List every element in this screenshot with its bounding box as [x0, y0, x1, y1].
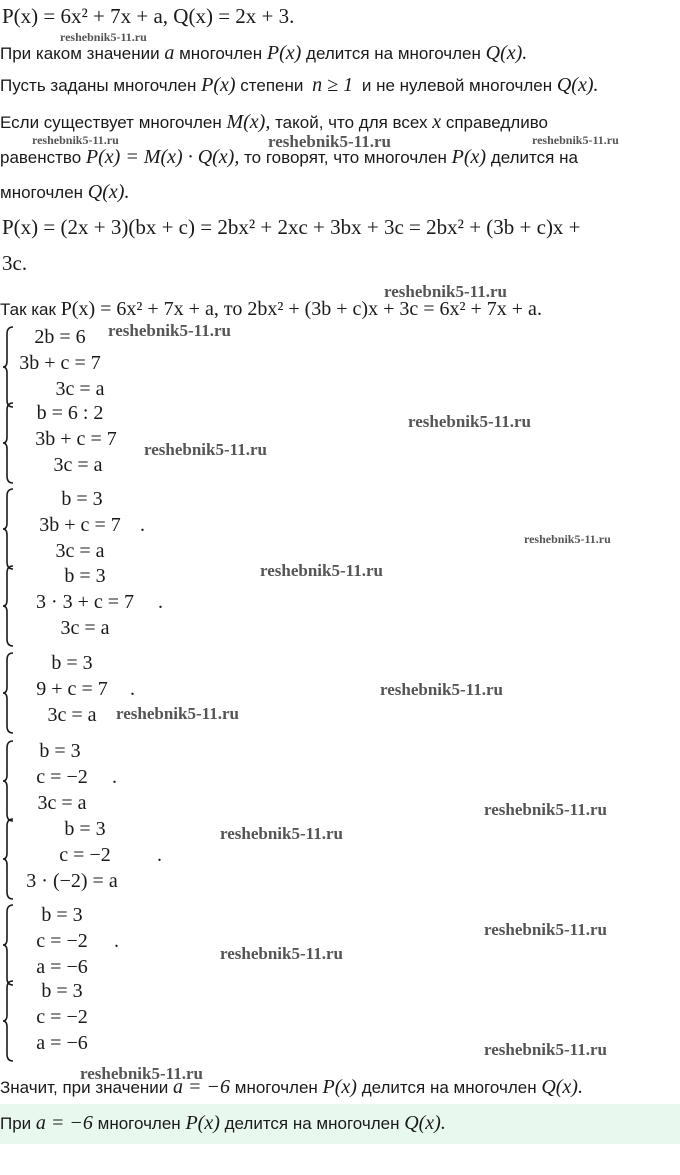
system-equation: b = 3: [39, 740, 81, 762]
system-tail: .: [114, 930, 119, 952]
conclusion-text: Значит, при значении: [0, 1078, 169, 1097]
question-text-2: многочлен: [179, 44, 263, 63]
def-p: P(x): [201, 74, 236, 96]
def-text: то говорят, что многочлен: [244, 148, 447, 167]
watermark: reshebnik5-11.ru: [108, 321, 231, 340]
system-equation: 3c = a: [55, 378, 105, 400]
def-q: Q(x).: [556, 74, 599, 96]
answer-value: a = −6: [35, 1112, 93, 1134]
def-equality: P(x) = M(x) · Q(x),: [85, 146, 240, 168]
def-text: равенство: [0, 148, 82, 167]
def-text: Пусть заданы многочлен: [0, 76, 197, 95]
watermark: reshebnik5-11.ru: [484, 800, 607, 819]
system-equation: 3c = a: [60, 617, 110, 639]
conclusion-text: многочлен: [234, 1078, 318, 1097]
conclusion-q: Q(x).: [541, 1076, 583, 1098]
definition-line-4: [0, 181, 129, 204]
system-equation: 3c = a: [55, 540, 105, 562]
system-tail: .: [158, 591, 163, 613]
def-text: такой, что для всех: [275, 113, 428, 132]
def-m: M(x),: [226, 111, 271, 133]
question-p: P(x): [266, 42, 302, 64]
definition-line-1: [0, 74, 598, 97]
system-equation: 3b + c = 7: [19, 352, 101, 374]
system-equation: c = −2: [36, 1006, 88, 1028]
watermark: reshebnik5-11.ru: [220, 944, 343, 963]
watermark: reshebnik5-11.ru: [384, 282, 507, 301]
watermark: reshebnik5-11.ru: [116, 704, 239, 723]
question-text-3: делится на многочлен: [306, 44, 481, 63]
def-n: n ≥ 1: [312, 74, 354, 96]
answer-text: При: [0, 1114, 32, 1133]
system-equation: b = 3: [51, 652, 93, 674]
answer-line: [0, 1112, 446, 1135]
system-equation: b = 3: [41, 980, 83, 1002]
def-text: и не нулевой многочлен: [361, 76, 553, 95]
system-equation: 3 · (−2) = a: [26, 870, 118, 892]
system-equation: c = −2: [36, 766, 88, 788]
watermark: reshebnik5-11.ru: [484, 1040, 607, 1059]
watermark: reshebnik5-11.ru: [260, 561, 383, 580]
conclusion-text: делится на многочлен: [361, 1078, 537, 1097]
watermark: reshebnik5-11.ru: [144, 440, 267, 459]
system-equation: 3b + c = 7: [39, 514, 121, 536]
def-text: Если существует многочлен: [0, 113, 222, 132]
def-text: многочлен: [0, 183, 84, 202]
system-tail: .: [130, 678, 135, 700]
watermark: reshebnik5-11.ru: [220, 824, 343, 843]
answer-text: делится на многочлен: [224, 1114, 400, 1133]
def-q: Q(x).: [87, 181, 130, 203]
since-text: Так как: [0, 300, 56, 319]
conclusion-value: a = −6: [173, 1076, 231, 1098]
system-equation: b = 6 : 2: [36, 402, 104, 424]
watermark: reshebnik5-11.ru: [484, 920, 607, 939]
def-x: x: [432, 111, 442, 133]
answer-p: P(x): [185, 1112, 220, 1134]
system-equation: 9 + c = 7: [36, 678, 108, 700]
watermark: reshebnik5-11.ru: [524, 532, 611, 546]
system-equation: b = 3: [64, 565, 106, 587]
answer-q: Q(x).: [404, 1112, 446, 1134]
answer-text: многочлен: [97, 1114, 181, 1133]
question-text-1: При каком значении: [0, 44, 160, 63]
def-text: делится на: [490, 148, 578, 167]
watermark: reshebnik5-11.ru: [32, 133, 119, 147]
system-tail: .: [157, 844, 162, 866]
watermark: reshebnik5-11.ru: [408, 412, 531, 431]
system-equation: 3b + c = 7: [35, 428, 117, 450]
watermark: reshebnik5-11.ru: [60, 30, 147, 44]
system-equation: a = −6: [36, 956, 88, 978]
expansion-line-1: P(x) = (2x + 3)(bx + c) = 2bx² + 2xc + 3bx + 3c = 2bx² + (3b + c)x +: [2, 215, 581, 239]
system-tail: .: [140, 514, 145, 536]
def-text: степени: [240, 76, 304, 95]
system-equation: c = −2: [36, 930, 88, 952]
system-equation: c = −2: [59, 844, 111, 866]
def-p: P(x): [451, 146, 487, 168]
expansion-line-2: 3c.: [2, 251, 28, 275]
question-q: Q(x).: [485, 42, 528, 64]
question-var: a: [164, 42, 175, 64]
question-line: [0, 42, 527, 65]
system-equation: 3c = a: [47, 704, 97, 726]
system-equation: 2b = 6: [34, 326, 86, 348]
system-equation: b = 3: [61, 488, 103, 510]
system-equation: b = 3: [64, 818, 106, 840]
watermark: reshebnik5-11.ru: [268, 132, 391, 151]
system-equation: b = 3: [41, 904, 83, 926]
problem-statement: P(x) = 6x² + 7x + a, Q(x) = 2x + 3.: [2, 4, 295, 28]
definition-line-2: [0, 111, 548, 134]
system-equation: a = −6: [36, 1032, 88, 1054]
system-tail: .: [112, 766, 117, 788]
watermark: reshebnik5-11.ru: [532, 133, 619, 147]
system-equation: 3 · 3 + c = 7: [35, 591, 135, 613]
since-expr: P(x) = 6x² + 7x + a, то 2bx² + (3b + c)x + 3c = 6x² + 7x + a.: [60, 298, 542, 320]
watermark: reshebnik5-11.ru: [380, 680, 503, 699]
def-text: справедливо: [445, 113, 549, 132]
conclusion-p: P(x): [322, 1076, 357, 1098]
watermark: reshebnik5-11.ru: [80, 1064, 203, 1083]
system-equation: 3c = a: [53, 454, 103, 476]
system-equation: 3c = a: [37, 792, 87, 814]
